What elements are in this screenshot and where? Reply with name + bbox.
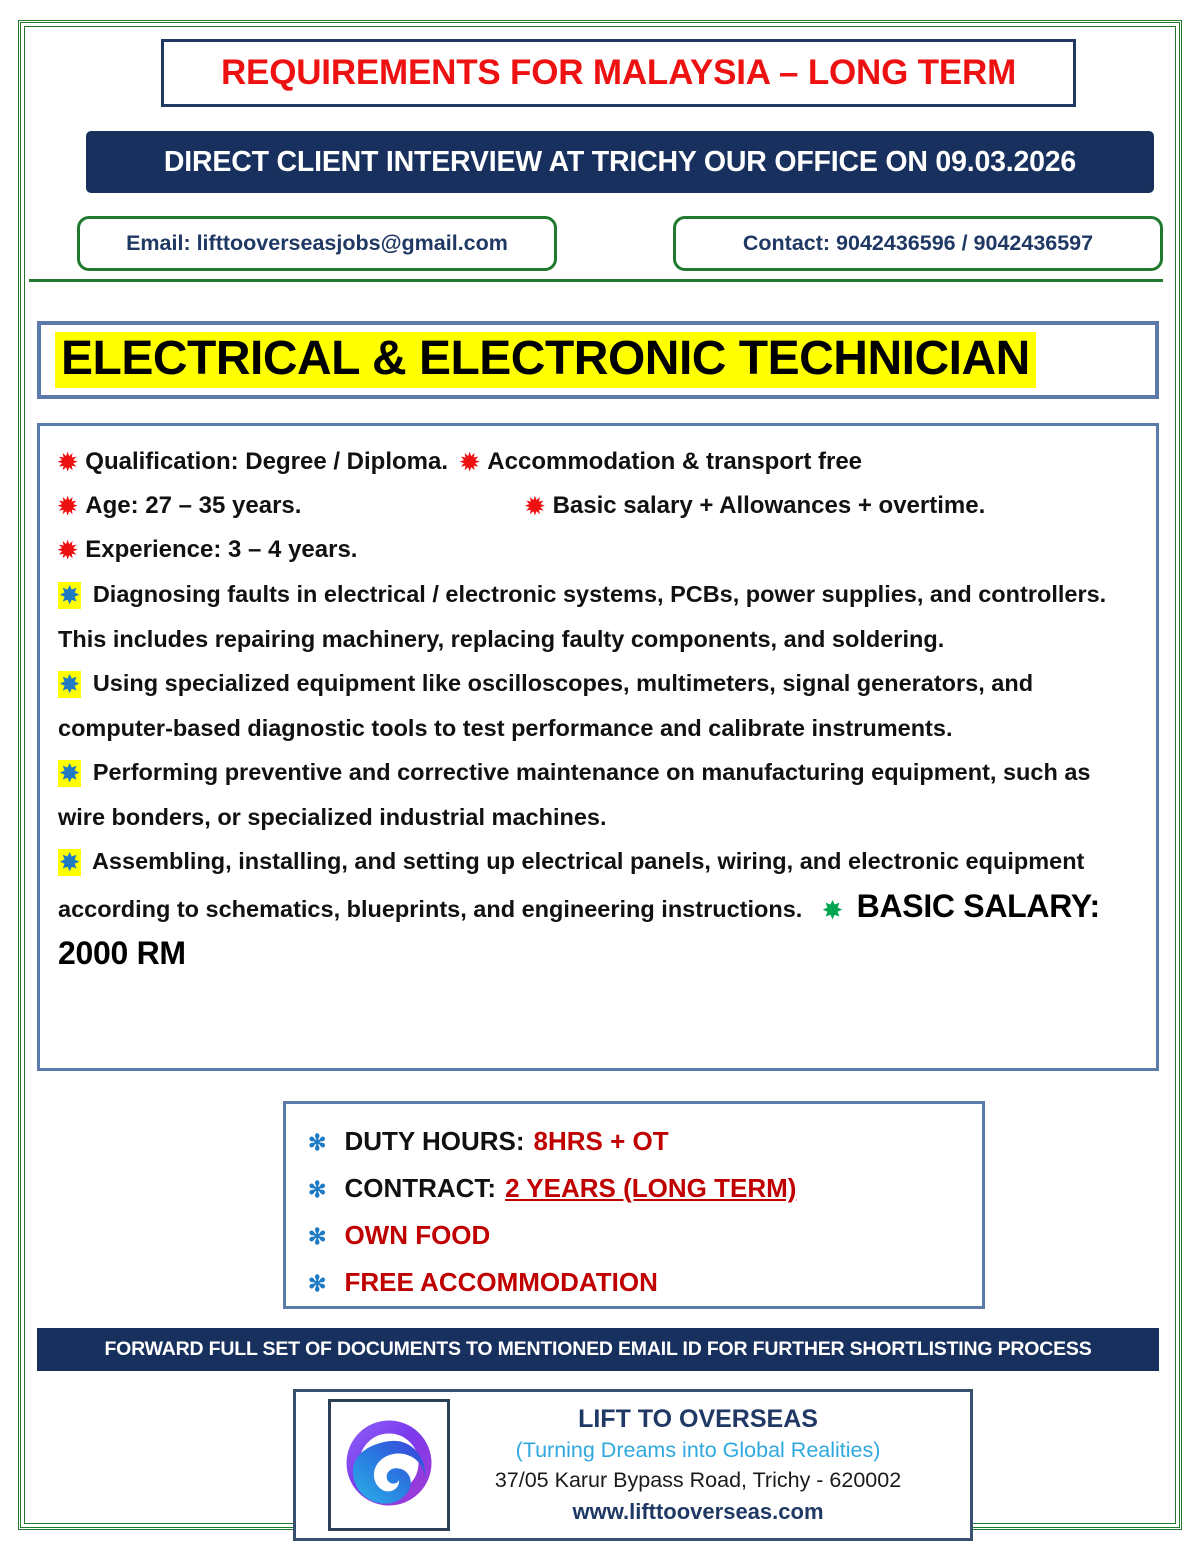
- forward-documents-banner: [37, 1328, 1159, 1371]
- experience-text: Experience: 3 – 4 years.: [85, 536, 358, 563]
- company-text-block: [450, 1404, 960, 1527]
- company-address: 37/05 Karur Bypass Road, Trichy - 620002: [494, 1467, 902, 1492]
- duty-paragraph-3: [58, 750, 1138, 839]
- free-accommodation-text: FREE ACCOMMODATION: [344, 1267, 658, 1297]
- duty-hours-label: DUTY HOURS:: [344, 1126, 525, 1156]
- star-bullet-blue-icon: ✸: [60, 849, 80, 875]
- star-bullet-term-icon: ✻: [308, 1224, 327, 1249]
- detail-row-age: [58, 484, 1138, 528]
- own-food-text: OWN FOOD: [344, 1220, 491, 1250]
- salary-note-text: Basic salary + Allowances + overtime.: [552, 492, 986, 519]
- job-title: ELECTRICAL & ELECTRONIC TECHNICIAN: [55, 332, 1036, 388]
- star-bullet-red-icon: ✹: [58, 537, 78, 563]
- star-bullet-blue-icon: ✸: [60, 760, 80, 786]
- detail-row-experience: [58, 528, 1138, 572]
- duty-paragraph-2: [58, 661, 1138, 750]
- qualification-text: Qualification: Degree / Diploma.: [85, 448, 449, 475]
- contract-value: 2 YEARS (LONG TERM): [505, 1173, 797, 1203]
- employment-terms-box: [283, 1101, 985, 1309]
- star-bullet-green-icon: ✸: [822, 896, 843, 923]
- term-row-duty-hours: [308, 1118, 982, 1165]
- company-logo-icon: [339, 1415, 439, 1515]
- job-details-box: [37, 423, 1159, 1071]
- company-name: LIFT TO OVERSEAS: [578, 1404, 818, 1433]
- header-divider: [29, 279, 1163, 282]
- term-row-free-accommodation: [308, 1259, 982, 1306]
- star-bullet-blue-icon: ✸: [60, 671, 80, 697]
- star-bullet-red-icon: ✹: [58, 493, 78, 519]
- star-bullet-term-icon: ✻: [308, 1271, 327, 1296]
- star-bullet-red-icon: ✹: [58, 449, 78, 475]
- page-title: REQUIREMENTS FOR MALAYSIA – LONG TERM: [220, 53, 1017, 92]
- company-website[interactable]: www.lifttooverseas.com: [572, 1498, 824, 1524]
- duty-1-text: Diagnosing faults in electrical / electronic systems, PCBs, power supplies, and controllers. This includes repairing machinery, replacing faulty components, and soldering.: [58, 581, 1107, 652]
- contact-row: [55, 216, 1155, 271]
- duty-2-text: Using specialized equipment like oscilloscopes, multimeters, signal generators, and computer-based diagnostic tools to test performance and calibrate instruments.: [58, 670, 1034, 741]
- star-bullet-blue-icon: ✸: [60, 582, 80, 608]
- star-bullet-red-icon: ✹: [460, 449, 480, 475]
- interview-announcement-text: DIRECT CLIENT INTERVIEW AT TRICHY OUR OFFICE ON 09.03.2026: [163, 145, 1077, 178]
- email-pill[interactable]: [77, 216, 557, 271]
- duty-hours-value: 8HRS + OT: [533, 1126, 669, 1156]
- interview-announcement-banner: [86, 131, 1154, 193]
- forward-documents-text: FORWARD FULL SET OF DOCUMENTS TO MENTIONED EMAIL ID FOR FURTHER SHORTLISTING PROCESS: [104, 1338, 1092, 1360]
- job-title-box: [37, 321, 1159, 399]
- poster-title-box: [161, 39, 1076, 107]
- duty-paragraph-1: [58, 572, 1138, 661]
- age-text: Age: 27 – 35 years.: [85, 492, 302, 519]
- star-bullet-red-icon: ✹: [525, 493, 545, 519]
- star-bullet-term-icon: ✻: [308, 1177, 327, 1202]
- accommodation-text: Accommodation & transport free: [487, 448, 863, 475]
- contact-text: Contact: 9042436596 / 9042436597: [742, 231, 1094, 255]
- company-footer-box: [293, 1389, 973, 1541]
- poster-outer-frame: [18, 20, 1182, 1530]
- star-bullet-term-icon: ✻: [308, 1130, 327, 1155]
- duty-paragraph-4: [58, 839, 1138, 979]
- header-region: [31, 31, 1161, 279]
- contact-pill[interactable]: [673, 216, 1163, 271]
- detail-row-qualification: [58, 440, 1138, 484]
- company-tagline: (Turning Dreams into Global Realities): [515, 1437, 881, 1462]
- duty-3-text: Performing preventive and corrective maintenance on manufacturing equipment, such as wire bonders, or specialized industrial machines.: [58, 759, 1091, 830]
- email-text: Email: lifttooverseasjobs@gmail.com: [126, 231, 508, 255]
- duty-4-text: Assembling, installing, and setting up electrical panels, wiring, and electronic equipment according to schematics, blueprints, and engineering instructions.: [58, 848, 1085, 922]
- term-row-own-food: [308, 1212, 982, 1259]
- contract-label: CONTRACT:: [344, 1173, 497, 1203]
- company-logo-frame: [328, 1399, 450, 1531]
- basic-salary-text: BASIC SALARY: 2000 RM: [58, 887, 1100, 971]
- term-row-contract: [308, 1165, 982, 1212]
